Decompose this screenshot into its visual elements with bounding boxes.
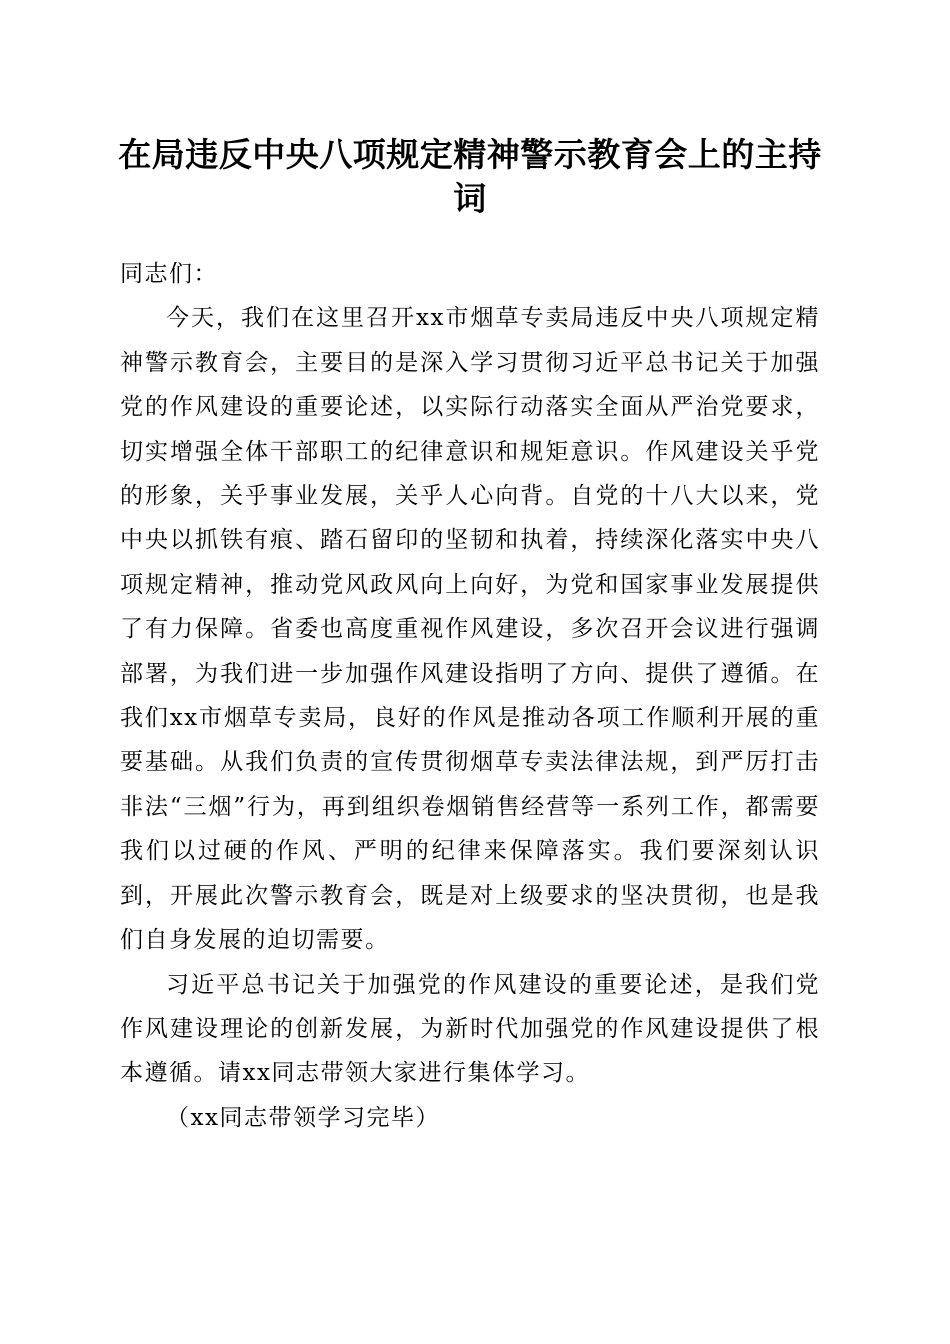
- paragraph-study: 习近平总书记关于加强党的作风建设的重要论述，是我们党作风建设理论的创新发展，为新时代加强党的作风建设提供了根本遵循。请xx同志带领大家进行集体学习。: [120, 971, 820, 1087]
- document-title: 在局违反中央八项规定精神警示教育会上的主持词: [118, 135, 822, 218]
- document-body: [120, 252, 820, 1140]
- paragraph-opening: 今天，我们在这里召开xx市烟草专卖局违反中央八项规定精神警示教育会，主要目的是深入学习贯彻习近平总书记关于加强党的作风建设的重要论述，以实际行动落实全面从严治党要求，切实增强全体干部职工的纪律意识和规矩意识。作风建设关乎党的形象，关乎事业发展，关乎人心向背。自党的十八大以来，党中央以抓铁有痕、踏石留印的坚韧和执着，持续深化落实中央八项规定精神，推动党风政风向上向好，为党和国家事业发展提供了有力保障。省委也高度重视作风建设，多次召开会议进行强调部署，为我们进一步加强作风建设指明了方向、提供了遵循。在我们xx市烟草专卖局，良好的作风是推动各项工作顺利开展的重要基础。从我们负责的宣传贯彻烟草专卖法律法规，到严厉打击非法“三烟”行为，再到组织卷烟销售经营等一系列工作，都需要我们以过硬的作风、严明的纪律来保障落实。我们要深刻认识到，开展此次警示教育会，既是对上级要求的坚决贯彻，也是我们自身发展的迫切需要。: [120, 305, 820, 954]
- salutation: 同志们：: [120, 261, 218, 287]
- paragraph-stage-note: （xx同志带领学习完毕）: [166, 1104, 440, 1131]
